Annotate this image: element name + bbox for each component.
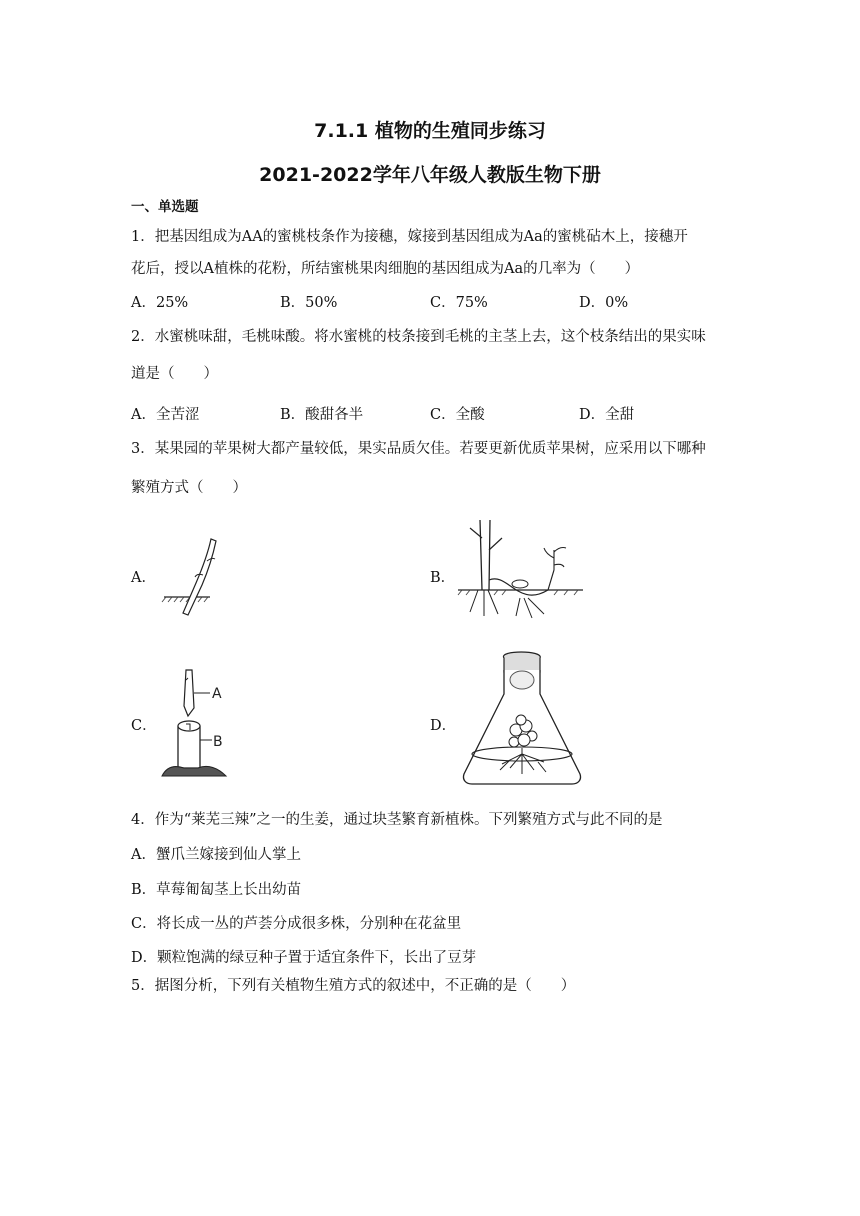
figure-c-label: C． [131,718,157,734]
question-2-option-d: D．全甜 [579,407,635,423]
question-2-option-a: A．全苦涩 [131,407,200,423]
question-1-option-a: A．25% [131,295,189,311]
question-5-stem: 5．据图分析，下列有关植物生殖方式的叙述中，不正确的是（ ） [131,978,576,994]
grafting-figure [158,668,238,780]
question-4-option-a: A．蟹爪兰嫁接到仙人掌上 [131,847,301,863]
question-1-option-d: D．0% [579,295,629,311]
question-4-stem: 4．作为“莱芜三辣”之一的生姜，通过块茎繁育新植株。下列繁殖方式与此不同的是 [131,812,663,828]
question-1-line-2: 花后，授以A植株的花粉，所结蜜桃果肉细胞的基因组成为Aa的几率为（ ） [131,261,640,277]
question-2-line-2: 道是（ ） [131,366,218,382]
graft-label-a: A [212,686,222,702]
question-2-line-1: 2．水蜜桃味甜，毛桃味酸。将水蜜桃的枝条接到毛桃的主茎上去，这个枝条结出的果实味 [131,329,706,345]
figure-b-label: B． [430,570,456,586]
question-1-line-1: 1．把基因组成为AA的蜜桃枝条作为接穗，嫁接到基因组成为Aa的蜜桃砧木上，接穗开 [131,229,688,245]
question-3-line-1: 3．某果园的苹果树大都产量较低，果实品质欠佳。若要更新优质苹果树，应采用以下哪种 [131,441,706,457]
question-1-option-b: B．50% [280,295,338,311]
tissue-culture-flask-figure [458,650,588,790]
graft-label-b: B [213,734,223,750]
question-1-option-c: C．75% [430,295,488,311]
document-title: 7.1.1 植物的生殖同步练习 [314,120,546,142]
cutting-figure [158,535,238,625]
question-4-option-d: D．颗粒饱满的绿豆种子置于适宜条件下，长出了豆芽 [131,950,477,966]
section-heading: 一、单选题 [131,199,199,215]
question-4-option-b: B．草莓匍匐茎上长出幼苗 [131,882,302,898]
question-2-option-c: C．全酸 [430,407,485,423]
figure-d-label: D． [430,718,457,734]
figure-a-label: A． [131,570,156,586]
question-4-option-c: C．将长成一丛的芦荟分成很多株，分别种在花盆里 [131,916,462,932]
question-3-line-2: 繁殖方式（ ） [131,480,247,496]
document-subtitle: 2021-2022学年八年级人教版生物下册 [259,164,601,186]
question-2-option-b: B．酸甜各半 [280,407,364,423]
layering-figure [458,520,588,635]
